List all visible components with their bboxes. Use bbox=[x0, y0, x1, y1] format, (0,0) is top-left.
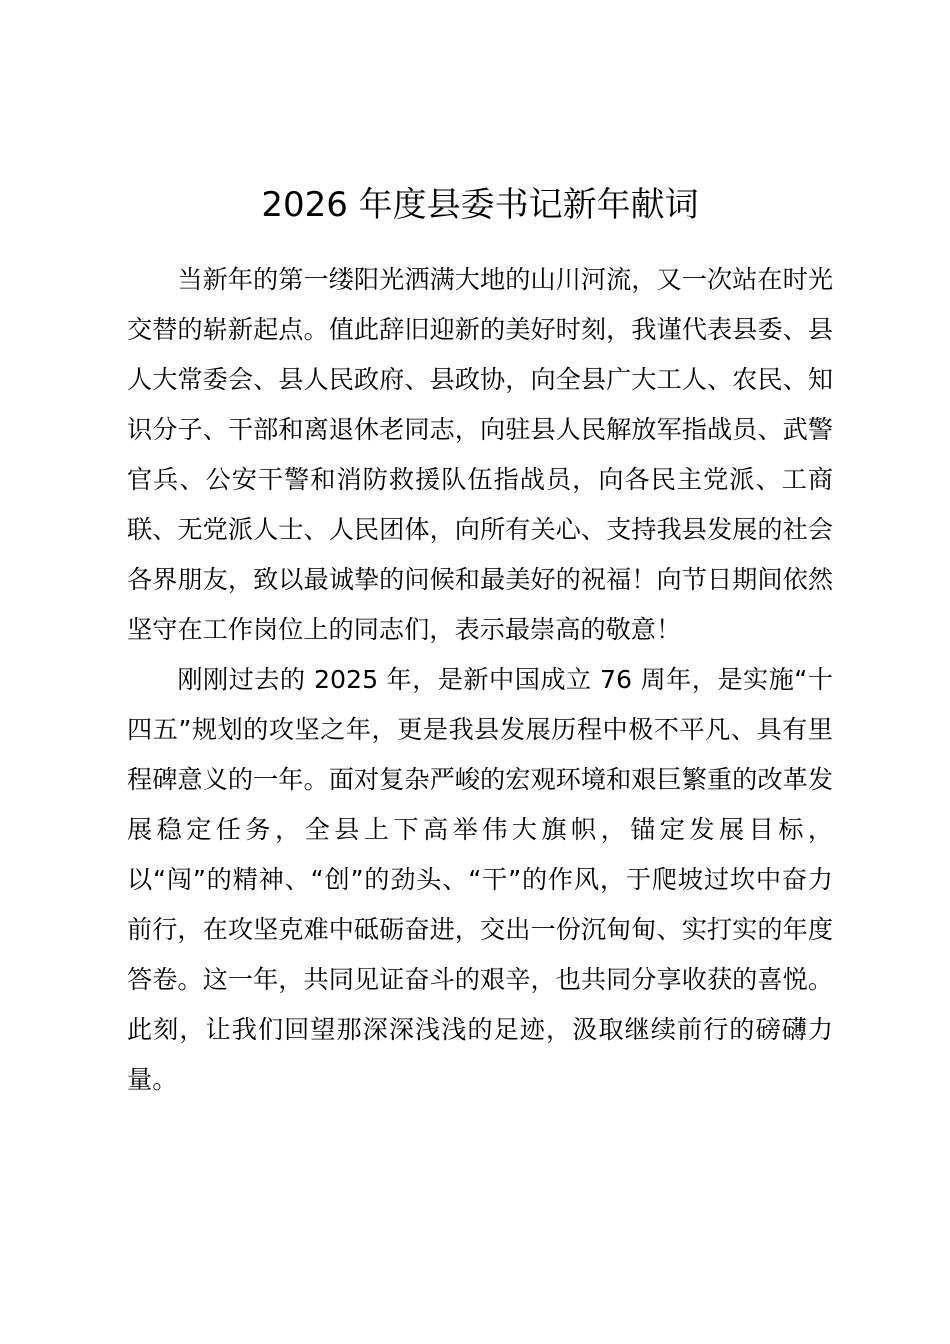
paragraph-greeting: 当新年的第一缕阳光洒满大地的山川河流，又一次站在时光交替的崭新起点。值此辞旧迎新的美好时刻，我谨代表县委、县人大常委会、县人民政府、县政协，向全县广大工人、农民、知识分子、干部和离退休老同志，向驻县人民解放军指战员、武警官兵、公安干警和消防救援队伍指战员，向各民主党派、工商联、无党派人士、人民团体，向所有关心、支持我县发展的社会各界朋友，致以最诚挚的问候和最美好的祝福！向节日期间依然坚守在工作岗位上的同志们，表示最崇高的敬意！ bbox=[127, 265, 833, 644]
document-title: 2026 年度县委书记新年献词 bbox=[261, 185, 699, 225]
paragraph-review: 刚刚过去的 2025 年，是新中国成立 76 周年，是实施“十四五”规划的攻坚之年，更是我县发展历程中极不平凡、具有里程碑意义的一年。面对复杂严峻的宏观环境和艰巨繁重的改革发展稳定任务，全县上下高举伟大旗帜，锚定发展目标，以“闯”的精神、“创”的劲头、“干”的作风，于爬坡过坎中奋力前行，在攻坚克难中砥砺奋进，交出一份沉甸甸、实打实的年度答卷。这一年，共同见证奋斗的艰辛，也共同分享收获的喜悦。此刻，让我们回望那深深浅浅的足迹，汲取继续前行的磅礴力量。 bbox=[127, 665, 833, 1094]
document-body bbox=[127, 255, 833, 1105]
